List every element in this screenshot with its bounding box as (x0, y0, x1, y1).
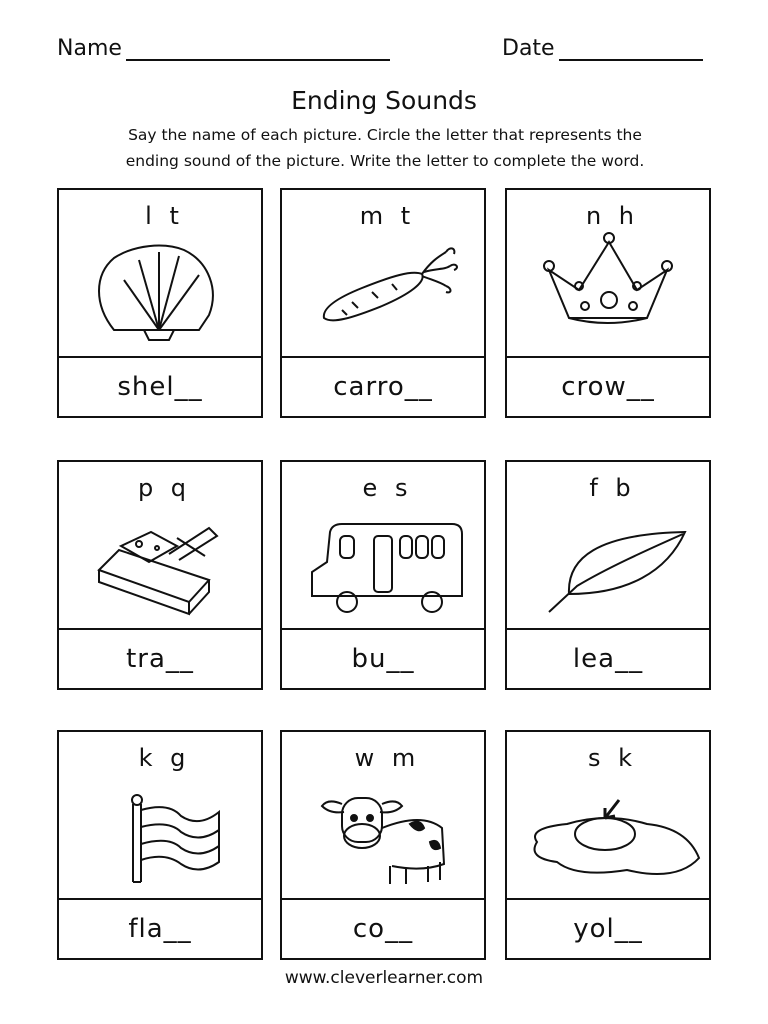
date-label: Date (502, 36, 555, 61)
word-blank[interactable]: tra__ (57, 628, 263, 690)
card-cow (280, 730, 486, 960)
instructions (60, 122, 710, 174)
picture-box (280, 460, 486, 630)
letter-choices[interactable]: w m (354, 744, 416, 772)
picture-box (505, 730, 711, 900)
picture-box (280, 730, 486, 900)
cow-icon (282, 732, 488, 902)
letter-choices[interactable]: e s (362, 474, 408, 502)
date-field[interactable] (502, 36, 703, 61)
card-crown (505, 188, 711, 418)
word-blank[interactable]: crow__ (505, 356, 711, 418)
name-line[interactable] (126, 37, 390, 61)
letter-choices[interactable]: n h (585, 202, 635, 230)
instruction-line-1: Say the name of each picture. Circle the letter that represents the (128, 126, 642, 144)
picture-box (57, 460, 263, 630)
worksheet-title: Ending Sounds (291, 86, 477, 115)
card-flag (57, 730, 263, 960)
egg-yolk-icon (507, 732, 713, 902)
card-carrot (280, 188, 486, 418)
card-yolk (505, 730, 711, 960)
bus-icon (282, 462, 488, 632)
name-label: Name (57, 36, 122, 61)
picture-box (57, 730, 263, 900)
date-line[interactable] (559, 37, 703, 61)
letter-choices[interactable]: m t (359, 202, 411, 230)
flag-icon (59, 732, 265, 902)
word-blank[interactable]: carro__ (280, 356, 486, 418)
footer-url[interactable]: www.cleverlearner.com (284, 968, 484, 988)
carrot-icon (282, 190, 488, 360)
word-blank[interactable]: shel__ (57, 356, 263, 418)
name-field[interactable] (57, 36, 390, 61)
letter-choices[interactable]: k g (138, 744, 186, 772)
letter-choices[interactable]: p q (137, 474, 187, 502)
word-blank[interactable]: lea__ (505, 628, 711, 690)
leaf-icon (507, 462, 713, 632)
word-blank[interactable]: bu__ (280, 628, 486, 690)
picture-box (505, 188, 711, 358)
shell-icon (59, 190, 265, 360)
picture-box (505, 460, 711, 630)
word-blank[interactable]: fla__ (57, 898, 263, 960)
letter-choices[interactable]: f b (589, 474, 631, 502)
card-trap (57, 460, 263, 690)
word-blank[interactable]: co__ (280, 898, 486, 960)
letter-choices[interactable]: l t (145, 202, 179, 230)
word-blank[interactable]: yol__ (505, 898, 711, 960)
crown-icon (507, 190, 713, 360)
picture-box (57, 188, 263, 358)
instruction-line-2: ending sound of the picture. Write the letter to complete the word. (125, 152, 645, 170)
card-leaf (505, 460, 711, 690)
card-bus (280, 460, 486, 690)
letter-choices[interactable]: s k (587, 744, 633, 772)
mousetrap-icon (59, 462, 265, 632)
card-shell (57, 188, 263, 418)
picture-box (280, 188, 486, 358)
